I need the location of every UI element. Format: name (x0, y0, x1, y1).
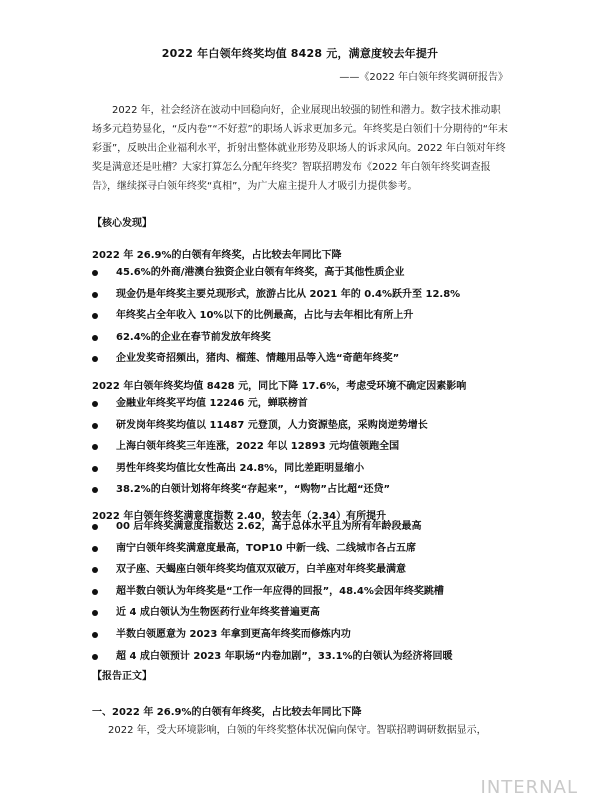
bullet-icon (92, 466, 98, 472)
bullet-icon (92, 313, 98, 319)
finding-list (92, 393, 512, 501)
finding-item: 年终奖占全年收入 10%以下的比例最高，占比与去年相比有所上升 (92, 305, 512, 327)
finding-item: 研发岗年终奖均值以 11487 元登顶，人力资源垫底，采购岗逆势增长 (92, 415, 512, 437)
report-body-label: 【报告正文】 (92, 671, 152, 682)
finding-item: 45.6%的外商/港澳台独资企业白领有年终奖，高于其他性质企业 (92, 262, 512, 284)
bullet-icon (92, 335, 98, 341)
finding-item: 双子座、天蝎座白领年终奖均值双双破万，白羊座对年终奖最满意 (92, 559, 512, 581)
bullet-icon (92, 444, 98, 450)
finding-item: 男性年终奖均值比女性高出 24.8%，同比差距明显缩小 (92, 458, 512, 480)
finding-item: 38.2%的白领计划将年终奖“存起来”，“购物”占比超“还贷” (92, 479, 512, 501)
finding-item: 企业发奖奇招频出，猪肉、榴莲、情趣用品等入选“奇葩年终奖” (92, 348, 512, 370)
finding-item: 半数白领愿意为 2023 年拿到更高年终奖而修炼内功 (92, 624, 512, 646)
bullet-icon (92, 654, 98, 660)
bullet-icon (92, 589, 98, 595)
finding-group-title: 2022 年 26.9%的白领有年终奖，占比较去年同比下降 (92, 250, 342, 261)
finding-list (92, 262, 512, 370)
bullet-icon (92, 292, 98, 298)
finding-item: 超半数白领认为年终奖是“工作一年应得的回报”，48.4%会因年终奖跳槽 (92, 581, 512, 603)
finding-group-title: 2022 年白领年终奖均值 8428 元，同比下降 17.6%，考虑受环境不确定因素影响 (92, 381, 467, 392)
bullet-icon (92, 270, 98, 276)
intro-paragraph: 2022 年，社会经济在波动中回稳向好，企业展现出较强的韧性和潜力。数字技术推动职场多元趋势显化，“反内卷”“不好惹”的职场人诉求更加多元。年终奖是白领们十分期待的“年末彩蛋”，反映出企业福利水平，折射出整体就业形势及职场人的诉求风向。2022 年白领对年终奖是满意还是吐槽？大家打算怎么分配年终奖？智联招聘发布《2022 年白领年终奖调查报告》，继续探寻白领年终奖“真相”，为广大雇主提升人才吸引力提供参考。 (92, 105, 508, 192)
finding-item: 超 4 成白领预计 2023 年职场“内卷加剧”，33.1%的白领认为经济将回暖 (92, 646, 512, 668)
finding-item: 现金仍是年终奖主要兑现形式，旅游占比从 2021 年的 0.4%跃升至 12.8% (92, 284, 512, 306)
finding-item: 近 4 成白领认为生物医药行业年终奖普遍更高 (92, 602, 512, 624)
bullet-icon (92, 546, 98, 552)
bullet-icon (92, 356, 98, 362)
bullet-icon (92, 423, 98, 429)
page-title: 2022 年白领年终奖均值 8428 元，满意度较去年提升 (161, 47, 439, 60)
finding-list (92, 516, 512, 667)
finding-item: 南宁白领年终奖满意度最高，TOP10 中新一线、二线城市各占五席 (92, 538, 512, 560)
bullet-icon (92, 567, 98, 573)
bullet-icon (92, 487, 98, 493)
report-source-subtitle: ——《2022 年白领年终奖调研报告》 (339, 72, 508, 83)
bullet-icon (92, 632, 98, 638)
finding-item: 00 后年终奖满意度指数达 2.62，高于总体水平且为所有年龄段最高 (92, 516, 512, 538)
bullet-icon (92, 524, 98, 530)
finding-group-title: 2022 年白领年终奖满意度指数 2.40，较去年（2.34）有所提升 (92, 511, 387, 522)
finding-item: 金融业年终奖平均值 12246 元，蝉联榜首 (92, 393, 512, 415)
internal-watermark: INTERNAL (480, 777, 578, 798)
bullet-icon (92, 401, 98, 407)
finding-item: 上海白领年终奖三年连涨，2022 年以 12893 元均值领跑全国 (92, 436, 512, 458)
section-heading: 一、2022 年 26.9%的白领有年终奖，占比较去年同比下降 (92, 707, 362, 718)
finding-item: 62.4%的企业在春节前发放年终奖 (92, 327, 512, 349)
section-paragraph: 2022 年，受大环境影响，白领的年终奖整体状况偏向保守。智联招聘调研数据显示， (108, 725, 487, 736)
bullet-icon (92, 610, 98, 616)
core-findings-label: 【核心发现】 (92, 218, 152, 229)
